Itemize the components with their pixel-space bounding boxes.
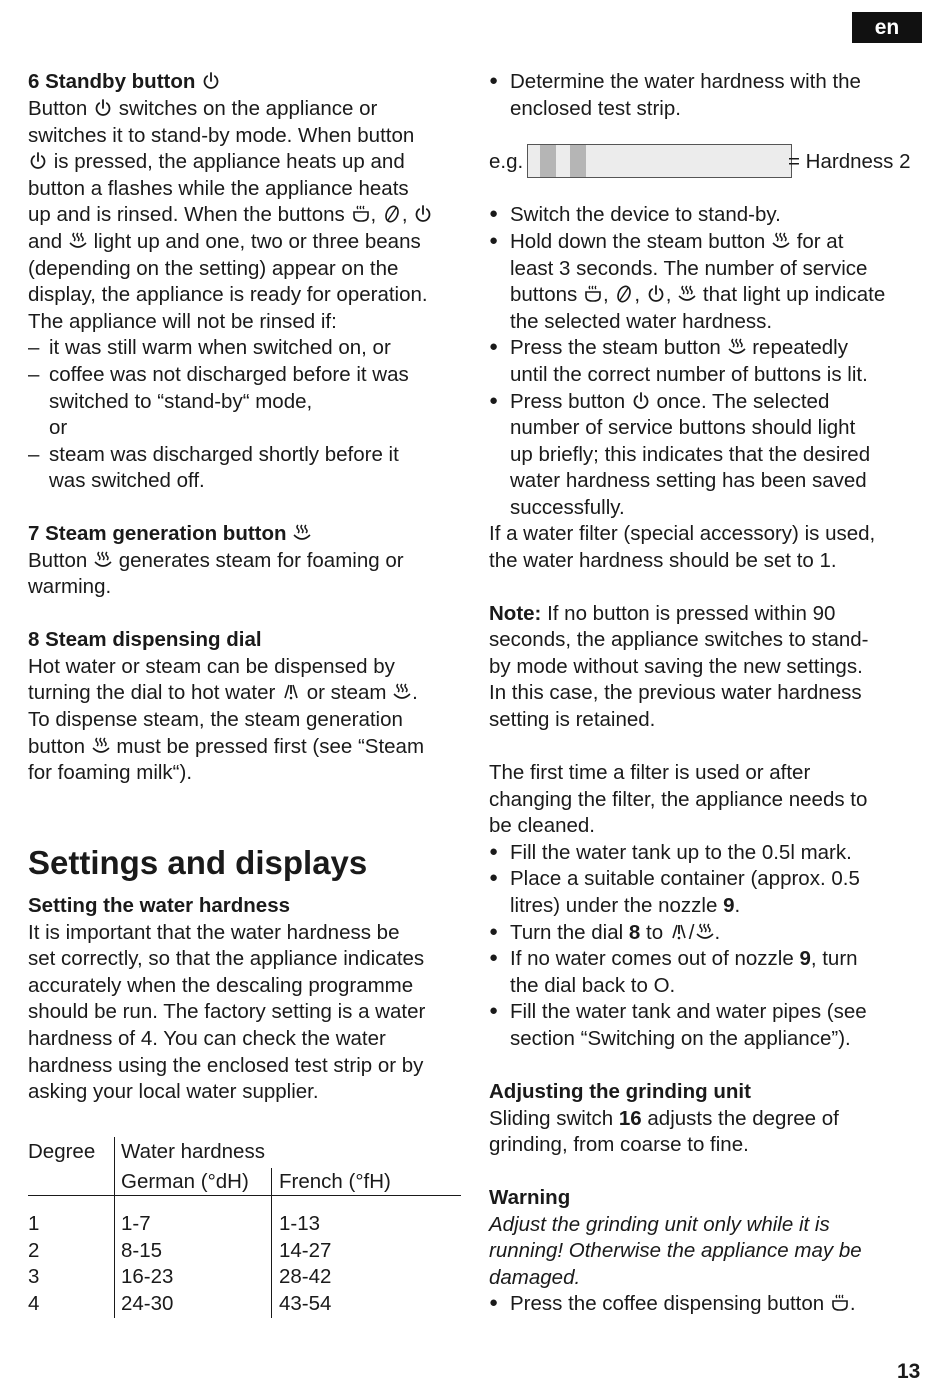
text-line: hardness of 4. You can check the water: [28, 1027, 386, 1050]
steam-icon: [771, 231, 791, 251]
text-line: or: [49, 416, 68, 439]
text-line: litres) under the nozzle 9.: [510, 894, 741, 917]
section-8-heading: 8 Steam dispensing dial: [28, 628, 262, 651]
bullet-item: ● Place a suitable container (approx. 0.5: [510, 866, 860, 892]
standby-icon: [413, 204, 433, 224]
table-cell-german: 16-23: [121, 1265, 174, 1288]
table-cell-french: 43-54: [279, 1292, 332, 1315]
text-line: The appliance will not be rinsed if:: [28, 310, 337, 333]
text-line: switches it to stand-by mode. When button: [28, 124, 415, 147]
text-line: button must be pressed first (see “Steam: [28, 735, 425, 758]
table-cell-french: 14-27: [279, 1239, 332, 1262]
table-divider: [28, 1195, 461, 1196]
text-line: To dispense steam, the steam generation: [28, 708, 403, 731]
text-line: was switched off.: [49, 469, 205, 492]
text-line: setting is retained.: [489, 708, 656, 731]
text-line: seconds, the appliance switches to stand-: [489, 628, 869, 651]
water-hardness-heading: Setting the water hardness: [28, 894, 291, 917]
text-line: by mode without saving the new settings.: [489, 655, 863, 678]
bullet-item: ● Hold down the steam button for at: [510, 229, 843, 255]
bullet-item: ● Turn the dial 8 to / .: [510, 920, 720, 946]
warning-text: Adjust the grinding unit only while it is: [489, 1213, 830, 1236]
dash-item: – it was still warm when switched on, or: [49, 335, 391, 361]
warning-text: damaged.: [489, 1266, 581, 1289]
table-header-german: German (°dH): [121, 1170, 249, 1193]
text-line: Sliding switch 16 adjusts the degree of: [489, 1107, 839, 1130]
bullet-item: ● Switch the device to stand-by.: [510, 202, 781, 228]
text-line: button a flashes while the appliance heats: [28, 177, 409, 200]
table-cell-german: 1-7: [121, 1212, 151, 1235]
coffee-cup-icon: [830, 1293, 850, 1313]
hardness-label: = Hardness 2: [788, 150, 911, 173]
text-line: and light up and one, two or three beans: [28, 230, 421, 253]
text-line: Button switches on the appliance or: [28, 97, 378, 120]
test-strip-pad: [540, 145, 556, 177]
coffee-cup-icon: [351, 204, 371, 224]
text-line: until the correct number of buttons is lit.: [510, 363, 868, 386]
text-line: up briefly; this indicates that the desired: [510, 443, 871, 466]
text-line: the selected water hardness.: [510, 310, 773, 333]
table-cell-french: 1-13: [279, 1212, 321, 1235]
text-line: grinding, from coarse to fine.: [489, 1133, 749, 1156]
page-number: 13: [897, 1360, 921, 1383]
bullet-item: ● Press button once. The selected: [510, 389, 829, 415]
text-line: If a water filter (special accessory) is used,: [489, 522, 876, 545]
table-cell-german: 24-30: [121, 1292, 174, 1315]
coffee-cup-icon: [583, 284, 603, 304]
warning-text: running! Otherwise the appliance may be: [489, 1239, 862, 1262]
text-line: warming.: [28, 575, 112, 598]
text-line: should be run. The factory setting is a water: [28, 1000, 426, 1023]
text-line: Hot water or steam can be dispensed by: [28, 655, 395, 678]
text-line: buttons , , , that light up indicate: [510, 283, 886, 306]
text-line: up and is rinsed. When the buttons , ,: [28, 202, 433, 228]
section-6-heading: 6 Standby button: [28, 69, 221, 95]
eg-label: e.g.: [489, 150, 524, 173]
table-cell-degree: 1: [28, 1212, 40, 1235]
bean-icon: [382, 204, 402, 224]
bullet-item: ● Determine the water hardness with the: [510, 69, 861, 95]
text-line: the dial back to O.: [510, 974, 676, 997]
text-line: the water hardness should be set to 1.: [489, 549, 837, 572]
text-line: It is important that the water hardness be: [28, 921, 400, 944]
steam-icon: [292, 523, 312, 543]
bullet-item: ● Press the coffee dispensing button .: [510, 1291, 856, 1317]
language-tab: en: [852, 12, 922, 43]
text-line: switched to “stand-by“ mode,: [49, 390, 313, 413]
dash-item: – coffee was not discharged before it was: [49, 362, 409, 388]
bean-icon: [614, 284, 634, 304]
steam-icon: [677, 284, 697, 304]
table-cell-german: 8-15: [121, 1239, 163, 1262]
text-line: turning the dial to hot water or steam .: [28, 681, 418, 704]
section-7-heading: 7 Steam generation button: [28, 521, 312, 547]
steam-icon: [727, 337, 747, 357]
text-line: is pressed, the appliance heats up and: [28, 149, 405, 175]
bullet-item: ● Press the steam button repeatedly: [510, 335, 848, 361]
table-header-hardness: Water hardness: [121, 1140, 265, 1163]
text-line: number of service buttons should light: [510, 416, 856, 439]
text-line: accurately when the descaling programme: [28, 974, 414, 997]
note-label: Note:: [489, 602, 542, 625]
standby-icon: [28, 151, 48, 171]
settings-heading: Settings and displays: [28, 844, 368, 881]
text-line: In this case, the previous water hardness: [489, 681, 862, 704]
bullet-item: ● Fill the water tank and water pipes (see: [510, 999, 867, 1025]
text-line: Button generates steam for foaming or: [28, 549, 404, 572]
hot-water-icon: [669, 922, 689, 942]
text-line: be cleaned.: [489, 814, 596, 837]
text-line: water hardness setting has been saved: [510, 469, 867, 492]
table-divider: [114, 1137, 115, 1318]
bullet-item: ● Fill the water tank up to the 0.5l mark.: [510, 840, 852, 866]
table-cell-degree: 3: [28, 1265, 40, 1288]
text-line: hardness using the enclosed test strip or by: [28, 1054, 424, 1077]
steam-icon: [695, 922, 715, 942]
text-line: changing the filter, the appliance needs to: [489, 788, 868, 811]
steam-icon: [68, 231, 88, 251]
text-line: successfully.: [510, 496, 625, 519]
standby-icon: [631, 391, 651, 411]
bullet-item: ● If no water comes out of nozzle 9, turn: [510, 946, 858, 972]
text-line: for foaming milk“).: [28, 761, 193, 784]
table-header-degree: Degree: [28, 1140, 96, 1163]
text-line: The first time a filter is used or after: [489, 761, 811, 784]
note-line: Note: If no button is pressed within 90: [489, 602, 836, 625]
text-line: asking your local water supplier.: [28, 1080, 319, 1103]
steam-icon: [93, 550, 113, 570]
table-header-french: French (°fH): [279, 1170, 391, 1193]
standby-icon: [201, 71, 221, 91]
standby-icon: [93, 98, 113, 118]
test-strip-pad: [570, 145, 586, 177]
table-cell-degree: 4: [28, 1292, 40, 1315]
text-line: least 3 seconds. The number of service: [510, 257, 868, 280]
text-line: section “Switching on the appliance”).: [510, 1027, 851, 1050]
test-strip-illustration: [527, 144, 792, 178]
text-line: (depending on the setting) appear on the: [28, 257, 399, 280]
dash-item: – steam was discharged shortly before it: [49, 442, 399, 468]
text-line: enclosed test strip.: [510, 97, 681, 120]
grinding-heading: Adjusting the grinding unit: [489, 1080, 751, 1103]
steam-icon: [392, 682, 412, 702]
table-cell-degree: 2: [28, 1239, 40, 1262]
table-divider: [271, 1168, 272, 1318]
text-line: set correctly, so that the appliance indicates: [28, 947, 425, 970]
table-cell-french: 28-42: [279, 1265, 332, 1288]
hot-water-icon: [281, 682, 301, 702]
text-line: display, the appliance is ready for operation.: [28, 283, 428, 306]
warning-heading: Warning: [489, 1186, 571, 1209]
standby-icon: [646, 284, 666, 304]
steam-icon: [91, 736, 111, 756]
